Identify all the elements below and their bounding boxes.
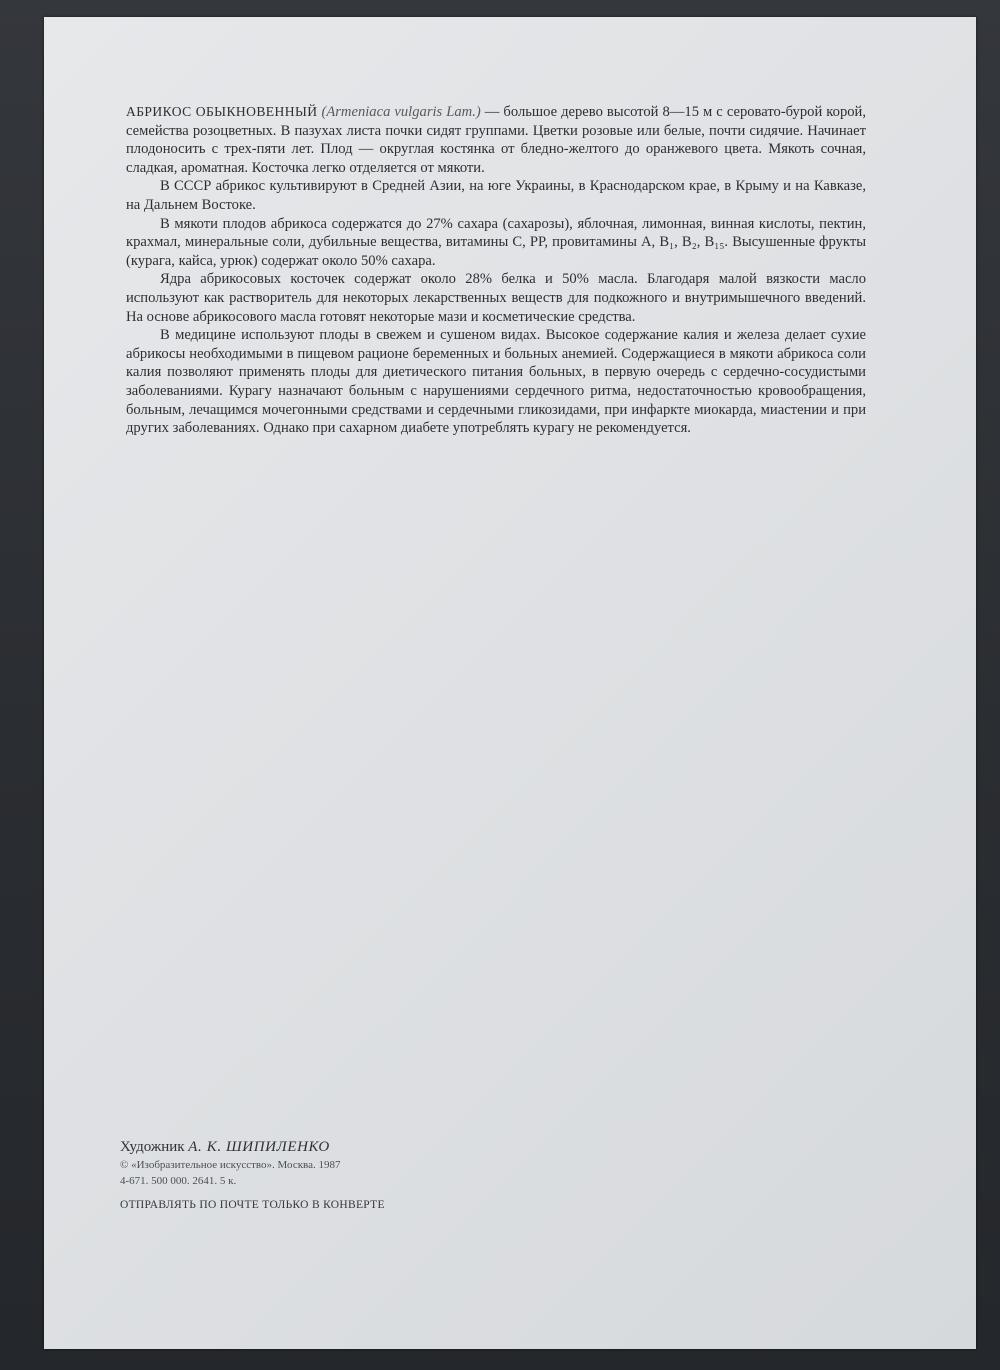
credits-block	[120, 1137, 680, 1213]
article-paragraph: В СССР абрикос культивируют в Средней Азии, на юге Украины, в Краснодарском крае, в Крыму и на Кавказе, на Дальнем Востоке.	[126, 178, 866, 213]
postcard-back	[44, 17, 976, 1349]
article-paragraph: Ядра абрикосовых косточек содержат около 28% белка и 50% масла. Благодаря малой вязкости масло используют как растворитель для некоторых лекарственных веществ для подкожного и внутримышечного введений. На основе абрикосового масла готовят некоторые мази и косметические средства.	[126, 271, 866, 325]
artist-line	[120, 1137, 680, 1157]
headword: АБРИКОС ОБЫКНОВЕННЫЙ	[126, 104, 318, 119]
article-intro-paragraph	[126, 103, 866, 177]
artist-name: А. К. ШИПИЛЕНКО	[188, 1139, 330, 1155]
intro-text: — большое дерево высотой 8—15 м с серовато-бурой корой, семейства розоцветных. В пазухах листа почки сидят группами. Цветки розовые или белые, почти сидячие. Начинает плодоносить с трех-пяти лет. Плод — округлая костянка от бледно-желтого до оранжевого цвета. Мякоть сочная, сладкая, ароматная. Косточка легко отделяется от мякоти.	[126, 104, 866, 176]
mail-notice: ОТПРАВЛЯТЬ ПО ПОЧТЕ ТОЛЬКО В КОНВЕРТЕ	[120, 1199, 385, 1211]
article-paragraph: В медицине используют плоды в свежем и сушеном видах. Высокое содержание калия и железа делает сухие абрикосы необходимыми в пищевом рационе беременных и больных анемией. Содержащиеся в мякоти абрикоса соли калия позволяют применять плоды для диетического питания больных, в первую очередь с сердечно-сосудистыми заболеваниями. Курагу назначают больным с нарушениями сердечного ритма, недостаточностью кровообращения, больным, лечащимся мочегонными средствами и сердечными гликозидами, при инфаркте миокарда, миастении и при других заболеваниях. Однако при сахарном диабете употреблять курагу не рекомендуется.	[126, 327, 866, 437]
catalog-line: 4-671. 500 000. 2641. 5 к.	[120, 1175, 237, 1187]
publisher-line: © «Изобразительное искусство». Москва. 1987	[120, 1159, 341, 1171]
article-paragraph: В мякоти плодов абрикоса содержатся до 27% сахара (сахарозы), яблочная, лимонная, винная кислоты, пектин, крахмал, минеральные соли, дубильные вещества, витамины С, РР, провитамины А, B₁, B₂, B₁₅. Высушенные фрукты (курага, кайса, урюк) содержат около 50% сахара.	[126, 215, 866, 269]
article-text	[126, 103, 866, 438]
latin-name: (Armeniaca vulgaris Lam.)	[321, 104, 481, 120]
artist-label: Художник	[120, 1139, 185, 1155]
